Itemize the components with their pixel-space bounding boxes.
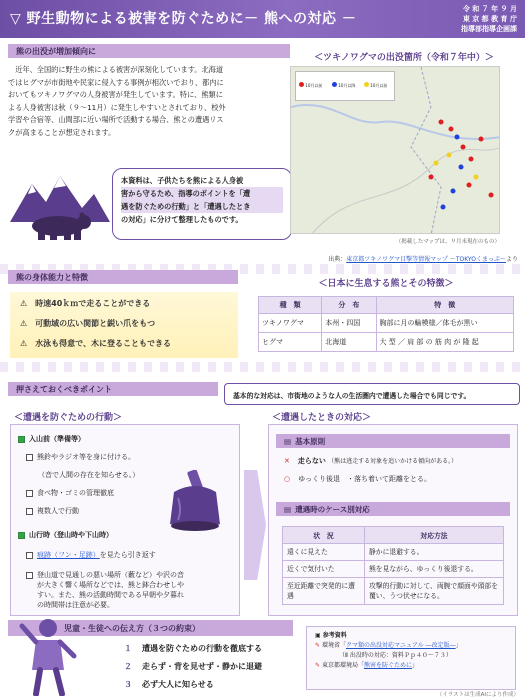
promise-text: 遭遇を防ぐための行動を徹底する: [142, 644, 262, 653]
warning-icon: ⚠: [20, 299, 28, 308]
section-heading-increase: 熊の出没が増加傾向に: [8, 44, 290, 58]
ref-text: 」: [411, 662, 418, 669]
intro-line: 学習や合宿等、山間部に近い場所で活動する場合、熊との遭遇リス: [8, 115, 224, 124]
table-cell: 遠くに見えた: [283, 544, 365, 561]
map-source: [290, 254, 518, 263]
ability-text: 時速40ｋｍで走ることができる: [35, 299, 151, 308]
note-line: 遇を防ぐための行動」と「遭遇したとき: [121, 200, 283, 213]
flow-arrow-icon: [244, 470, 266, 580]
item-text: 熊鈴やラジオ等を身に付ける。: [37, 453, 135, 461]
header-date: 令 和 ７ 年 ９ 月: [462, 5, 517, 13]
trail-head-text: 山行時（登山時や下山時）: [29, 531, 113, 539]
case-table: [282, 526, 504, 605]
cross-icon: ✕: [284, 457, 290, 465]
ref-link-manual[interactable]: クマ類の出没対応マニュアル ―改定版―: [345, 642, 456, 649]
bear-species-table: [258, 296, 514, 352]
promise-number: ２: [124, 662, 132, 671]
circle-icon: ○: [284, 475, 291, 483]
basic-response-callout: 基本的な対応は、市街地のような人の生活圏内で遭遇した場合でも同じです。: [224, 383, 520, 405]
prevent-item: [26, 488, 114, 498]
item-text: （音で人間の存在を知らせる。）: [38, 471, 140, 479]
entry-head-text: 入山前（準備等）: [29, 435, 85, 443]
reference-line: [315, 661, 507, 671]
intro-line: おいてもツキノワグマの人身被害が発生しています。特に、熊類に: [8, 90, 223, 99]
ref-link-bear-damage[interactable]: 熊害を防ぐために: [363, 662, 412, 669]
checkbox-icon: [26, 490, 33, 497]
ref-text: 」: [455, 642, 462, 649]
prevent-item: [26, 452, 135, 462]
intro-line: よる人身被害は秋（９～11月）に発生しやすいとされており、校外: [8, 102, 226, 112]
map-source-link[interactable]: 東京都ツキノワグマ目撃等情報マップ ～TOKYOくまっぷ～: [346, 256, 506, 263]
item-text: すい。また、熊の活動時間である早朝や夕暮れ: [37, 591, 184, 599]
checkbox-icon: [26, 454, 33, 461]
header-dept: 指導部指導企画課: [461, 25, 517, 33]
section-heading-points: 押さえておくべきポイント: [8, 382, 218, 396]
basic-item: [284, 456, 457, 466]
ability-item: [20, 338, 171, 349]
legend-label: 10月以前: [305, 83, 323, 88]
checkbox-icon: [18, 436, 25, 443]
purpose-note: [112, 168, 292, 240]
promise-number: ３: [124, 680, 132, 689]
table-cell: 大 型 ／ 肩 部 の 筋 肉 が 隆 起: [376, 333, 513, 352]
promise-item: [124, 676, 262, 694]
table-header: 状 況: [283, 527, 365, 544]
table-row: [283, 544, 504, 561]
table-cell: 至近距離で突発的に遭遇: [283, 578, 365, 605]
references-head: [315, 631, 507, 641]
table-cell: 熊を見ながら、ゆっくり後退する。: [365, 561, 504, 578]
section-heading-abilities: 熊の身体能力と特徴: [8, 270, 238, 284]
promise-text: 走らず・背を見せず・静かに退避: [142, 662, 262, 671]
map-legend: [295, 71, 395, 101]
warning-icon: ⚠: [20, 339, 28, 348]
references-head-text: 参考資料: [322, 632, 347, 639]
checkbox-icon: [18, 532, 25, 539]
item-text: 複数人で行動: [37, 507, 79, 515]
basic-item: [284, 474, 431, 484]
intro-line: クが高まることが想定されます。: [8, 127, 116, 137]
bear-bell-illustration: [160, 470, 230, 534]
heading-text: 基本原則: [295, 437, 326, 446]
prevent-title: ＜遭遇を防ぐための行動＞: [14, 413, 123, 423]
prevent-trail-head: [18, 530, 113, 540]
list-icon: ▤: [284, 505, 292, 514]
ref-text: 環境省「: [321, 642, 346, 649]
page-title: ▽ 野生動物による被害を防ぐために－ 熊への対応 －: [10, 11, 357, 27]
prevent-item: [26, 506, 79, 516]
table-row: [259, 333, 514, 352]
table-row: [283, 561, 504, 578]
promise-text: 必ず大人に知らせる: [142, 680, 214, 689]
book-icon: ▣: [315, 632, 323, 639]
traces-link[interactable]: 痕跡（フン・足跡）: [37, 551, 100, 559]
intro-text: [8, 64, 290, 139]
prevent-item: [38, 470, 139, 480]
basic-principle-heading: [276, 434, 510, 448]
promise-item: [124, 658, 262, 676]
item-text: の時間帯は注意が必要。: [37, 601, 114, 609]
divider: [0, 362, 525, 372]
promise-number: １: [124, 644, 132, 653]
heading-text: 遭遇時のケース別対応: [295, 505, 370, 514]
map-caption: （掲載したマップは、９月末現在のもの）: [395, 239, 500, 245]
checkbox-icon: [26, 552, 33, 559]
item-text: 食べ物・ゴミの管理徹底: [37, 489, 114, 497]
intro-line: ではヒグマが市街地や民家に侵入する事例が相次いでおり、都内に: [8, 77, 224, 87]
item-text: を見たら引き返す: [99, 551, 156, 559]
bear-table-title: ＜日本に生息する熊とその特徴＞: [318, 279, 454, 289]
sighting-map: [290, 66, 500, 234]
item-text: が大きく響く場所などでは、熊と鉢合わせしや: [37, 581, 184, 589]
table-row: [259, 314, 514, 333]
promise-item: [124, 640, 262, 658]
bear-mountain-illustration: [10, 170, 110, 240]
reference-line: [315, 641, 507, 651]
checkbox-icon: [26, 508, 33, 515]
ability-text: 可動域の広い関節と鋭い爪をもつ: [35, 319, 156, 328]
prevent-item: [26, 570, 236, 610]
student-illustration: [18, 612, 78, 696]
table-cell: 静かに退避する。: [365, 544, 504, 561]
source-prefix: 出典：: [328, 256, 347, 263]
pin-icon: ✎: [315, 662, 322, 669]
ability-item: [20, 318, 155, 329]
prevent-entry-head: [18, 434, 85, 444]
intro-line: 近年、全国的に野生の熊による被害が深刻化しています。北海道: [8, 65, 224, 74]
basic-item-note: （熊は逃走する対象を追いかける傾向がある。）: [328, 458, 458, 465]
note-line: の対応」に分けて整理したものです。: [121, 215, 243, 224]
references-box: [306, 626, 516, 690]
encounter-title: ＜遭遇したときの対応＞: [272, 413, 372, 423]
header-org: 東 京 都 教 育 庁: [462, 15, 517, 23]
header-meta: [461, 4, 517, 34]
pin-icon: ✎: [315, 642, 322, 649]
table-cell: 本州・四国: [322, 314, 376, 333]
reference-line: （Ⅱ 出没時の対応：資料Ｐｐ４０～７３）: [339, 652, 452, 659]
table-header: 分 布: [322, 297, 376, 314]
item-text: 登山道で見通しの悪い場所（藪など）や沢の音: [37, 571, 184, 579]
table-cell: ツキノワグマ: [259, 314, 322, 333]
note-line: 本資料は、子供たちを熊による人身被: [121, 176, 244, 185]
prevent-item: [26, 550, 156, 560]
basic-item-text: ゆっくり後退 ・落ち着いて距離をとる。: [298, 475, 432, 483]
map-title: ＜ツキノワグマの出没箇所（令和７年中）＞: [314, 53, 494, 63]
page-header: [0, 0, 525, 38]
section-heading-tell: 児童・生徒への伝え方（３つの約束）: [8, 620, 293, 636]
basic-item-text: 走らない: [297, 457, 326, 465]
table-cell: 胸部に月の輪模様／体毛が黒い: [376, 314, 513, 333]
legend-label: 10月以前: [370, 83, 388, 88]
ability-text: 水泳も得意で、木に登ることもできる: [35, 339, 172, 348]
promise-list: [124, 640, 262, 694]
legend-label: 10月以降: [338, 83, 356, 88]
table-header: 種 類: [259, 297, 322, 314]
ability-item: [20, 298, 150, 309]
table-header: 対応方法: [365, 527, 504, 544]
table-header-row: [259, 297, 514, 314]
note-line: 害から守るため、指導のポイントを「遭: [121, 187, 283, 200]
ref-text: 東京都環境局「: [321, 662, 364, 669]
illustration-note: （イラストは生成AIにより作成）: [436, 692, 519, 698]
table-row: [283, 578, 504, 605]
table-cell: 北海道: [322, 333, 376, 352]
checkbox-icon: [26, 572, 33, 579]
table-cell: 近くで気付いた: [283, 561, 365, 578]
ability-list: [10, 292, 238, 358]
table-cell: ヒグマ: [259, 333, 322, 352]
table-header: 特 徴: [376, 297, 513, 314]
list-icon: ▤: [284, 437, 292, 446]
warning-icon: ⚠: [20, 319, 28, 328]
table-cell: 攻撃的行動に対して、両腕で顔面や頭部を覆い、うつ伏せになる。: [365, 578, 504, 605]
table-header-row: [283, 527, 504, 544]
case-heading: [276, 502, 510, 516]
source-suffix: より: [505, 256, 518, 263]
